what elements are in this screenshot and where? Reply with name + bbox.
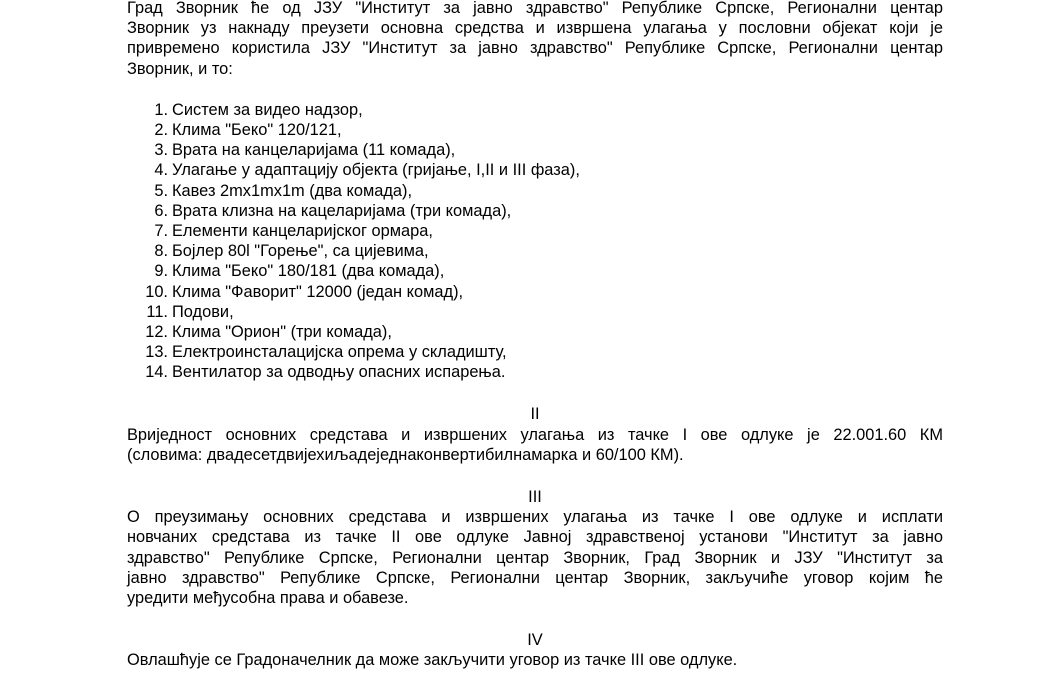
intro-paragraph bbox=[127, 0, 943, 79]
section-heading-ii: II bbox=[530, 405, 540, 424]
list-item bbox=[127, 322, 943, 342]
section-ii-line: Вриједност основних средстава и извршених улагања из тачке I ове одлуке је 22.001.60 КМ bbox=[127, 425, 943, 444]
list-item-text: Клима "Фаворит" 12000 (један комад), bbox=[172, 282, 464, 301]
intro-line: привремено користила ЈЗУ "Институт за јавно здравство" Републике Српске, Регионални центар bbox=[127, 39, 943, 58]
section-iii-line: уредити међусобна права и обавезе. bbox=[127, 589, 409, 608]
list-item bbox=[127, 342, 943, 362]
section-ii-line: (словима: двадесетдвијехиљадеједнаконвертибилнамарка и 60/100 КМ). bbox=[127, 445, 684, 464]
list-item bbox=[127, 362, 943, 382]
list-item bbox=[127, 221, 943, 241]
list-item-text: Елементи канцеларијског ормара, bbox=[172, 221, 433, 240]
list-item-text: Електроинсталацијска опрема у складишту, bbox=[172, 343, 507, 362]
list-item-number: 5. bbox=[154, 181, 168, 200]
list-item-number: 3. bbox=[154, 141, 168, 160]
list-item-text: Клима "Беко" 180/181 (два комада), bbox=[172, 262, 445, 281]
section-heading-iii: III bbox=[528, 488, 542, 507]
list-item bbox=[127, 302, 943, 322]
list-item-number: 2. bbox=[154, 121, 168, 139]
list-item-text: Кавез 2mx1mx1m (два комада), bbox=[172, 181, 413, 200]
list-item-text: Систем за видео надзор, bbox=[172, 100, 363, 119]
list-item-number: 10. bbox=[145, 282, 168, 301]
section-iv-line: Овлашћује се Градоначелник да може закључити уговор из тачке III ове одлуке. bbox=[127, 651, 738, 670]
intro-line: Зворник уз накнаду преузети основна средства и извршена улагања у пословни објекат који је bbox=[127, 19, 943, 38]
list-item-number: 11. bbox=[146, 302, 168, 321]
list-item-number: 7. bbox=[154, 221, 168, 240]
list-item-text: Подови, bbox=[172, 302, 234, 321]
section-iii-line: здравство" Републике Српске, Регионални центар Зворник, Град Зворник и ЈЗУ "Институт за bbox=[127, 548, 943, 567]
list-item-number: 8. bbox=[154, 242, 168, 261]
list-item bbox=[127, 100, 943, 120]
list-item-text: Врата на канцеларијама (11 комада), bbox=[172, 141, 456, 160]
list-item bbox=[127, 261, 943, 281]
document-page bbox=[127, 0, 943, 671]
list-item-text: Клима "Орион" (три комада), bbox=[172, 322, 392, 341]
section-ii-paragraph bbox=[127, 425, 943, 465]
list-item bbox=[127, 160, 943, 180]
intro-line: Град Зворник ће од ЈЗУ "Институт за јавно здравство" Републике Српске, Регионални центар bbox=[127, 0, 943, 17]
list-item-text: Бојлер 80l "Горење", са цијевима, bbox=[172, 242, 429, 261]
list-item bbox=[127, 120, 943, 140]
list-item-number: 9. bbox=[154, 262, 168, 281]
list-item-number: 4. bbox=[154, 161, 168, 180]
list-item-number: 1. bbox=[154, 100, 168, 119]
list-item-number: 12. bbox=[145, 322, 168, 341]
list-item bbox=[127, 282, 943, 302]
list-item-number: 14. bbox=[145, 363, 168, 382]
list-item bbox=[127, 181, 943, 201]
section-iv-paragraph bbox=[127, 650, 943, 670]
section-iii-line: јавно здравство" Републике Српске, Регионални центар Зворник, закључиће уговор којим ће bbox=[127, 568, 943, 587]
section-iii-paragraph bbox=[127, 507, 943, 608]
list-item bbox=[127, 241, 943, 261]
list-item bbox=[127, 140, 943, 160]
list-item-text: Вентилатор за одводњу опасних испарења. bbox=[172, 363, 506, 382]
section-iii-line: новчаних средстава из тачке II ове одлуке Јавној здравственој установи "Институт за јавно bbox=[127, 528, 943, 547]
list-item bbox=[127, 201, 943, 221]
intro-line: Зворник, и то: bbox=[127, 59, 233, 78]
list-item-number: 6. bbox=[154, 201, 168, 220]
list-item-number: 13. bbox=[145, 343, 168, 362]
section-iii-line: О преузимању основних средстава и извршених улагања из тачке I ове одлуке и исплати bbox=[127, 508, 943, 527]
list-item-text: Улагање у адаптацију објекта (гријање, I,II и III фаза), bbox=[172, 161, 580, 180]
list-item-text: Клима "Беко" 120/121, bbox=[172, 121, 342, 139]
section-heading-iv: IV bbox=[527, 631, 543, 650]
assets-list bbox=[127, 100, 943, 383]
list-item-text: Врата клизна на кацеларијама (три комада), bbox=[172, 201, 512, 220]
